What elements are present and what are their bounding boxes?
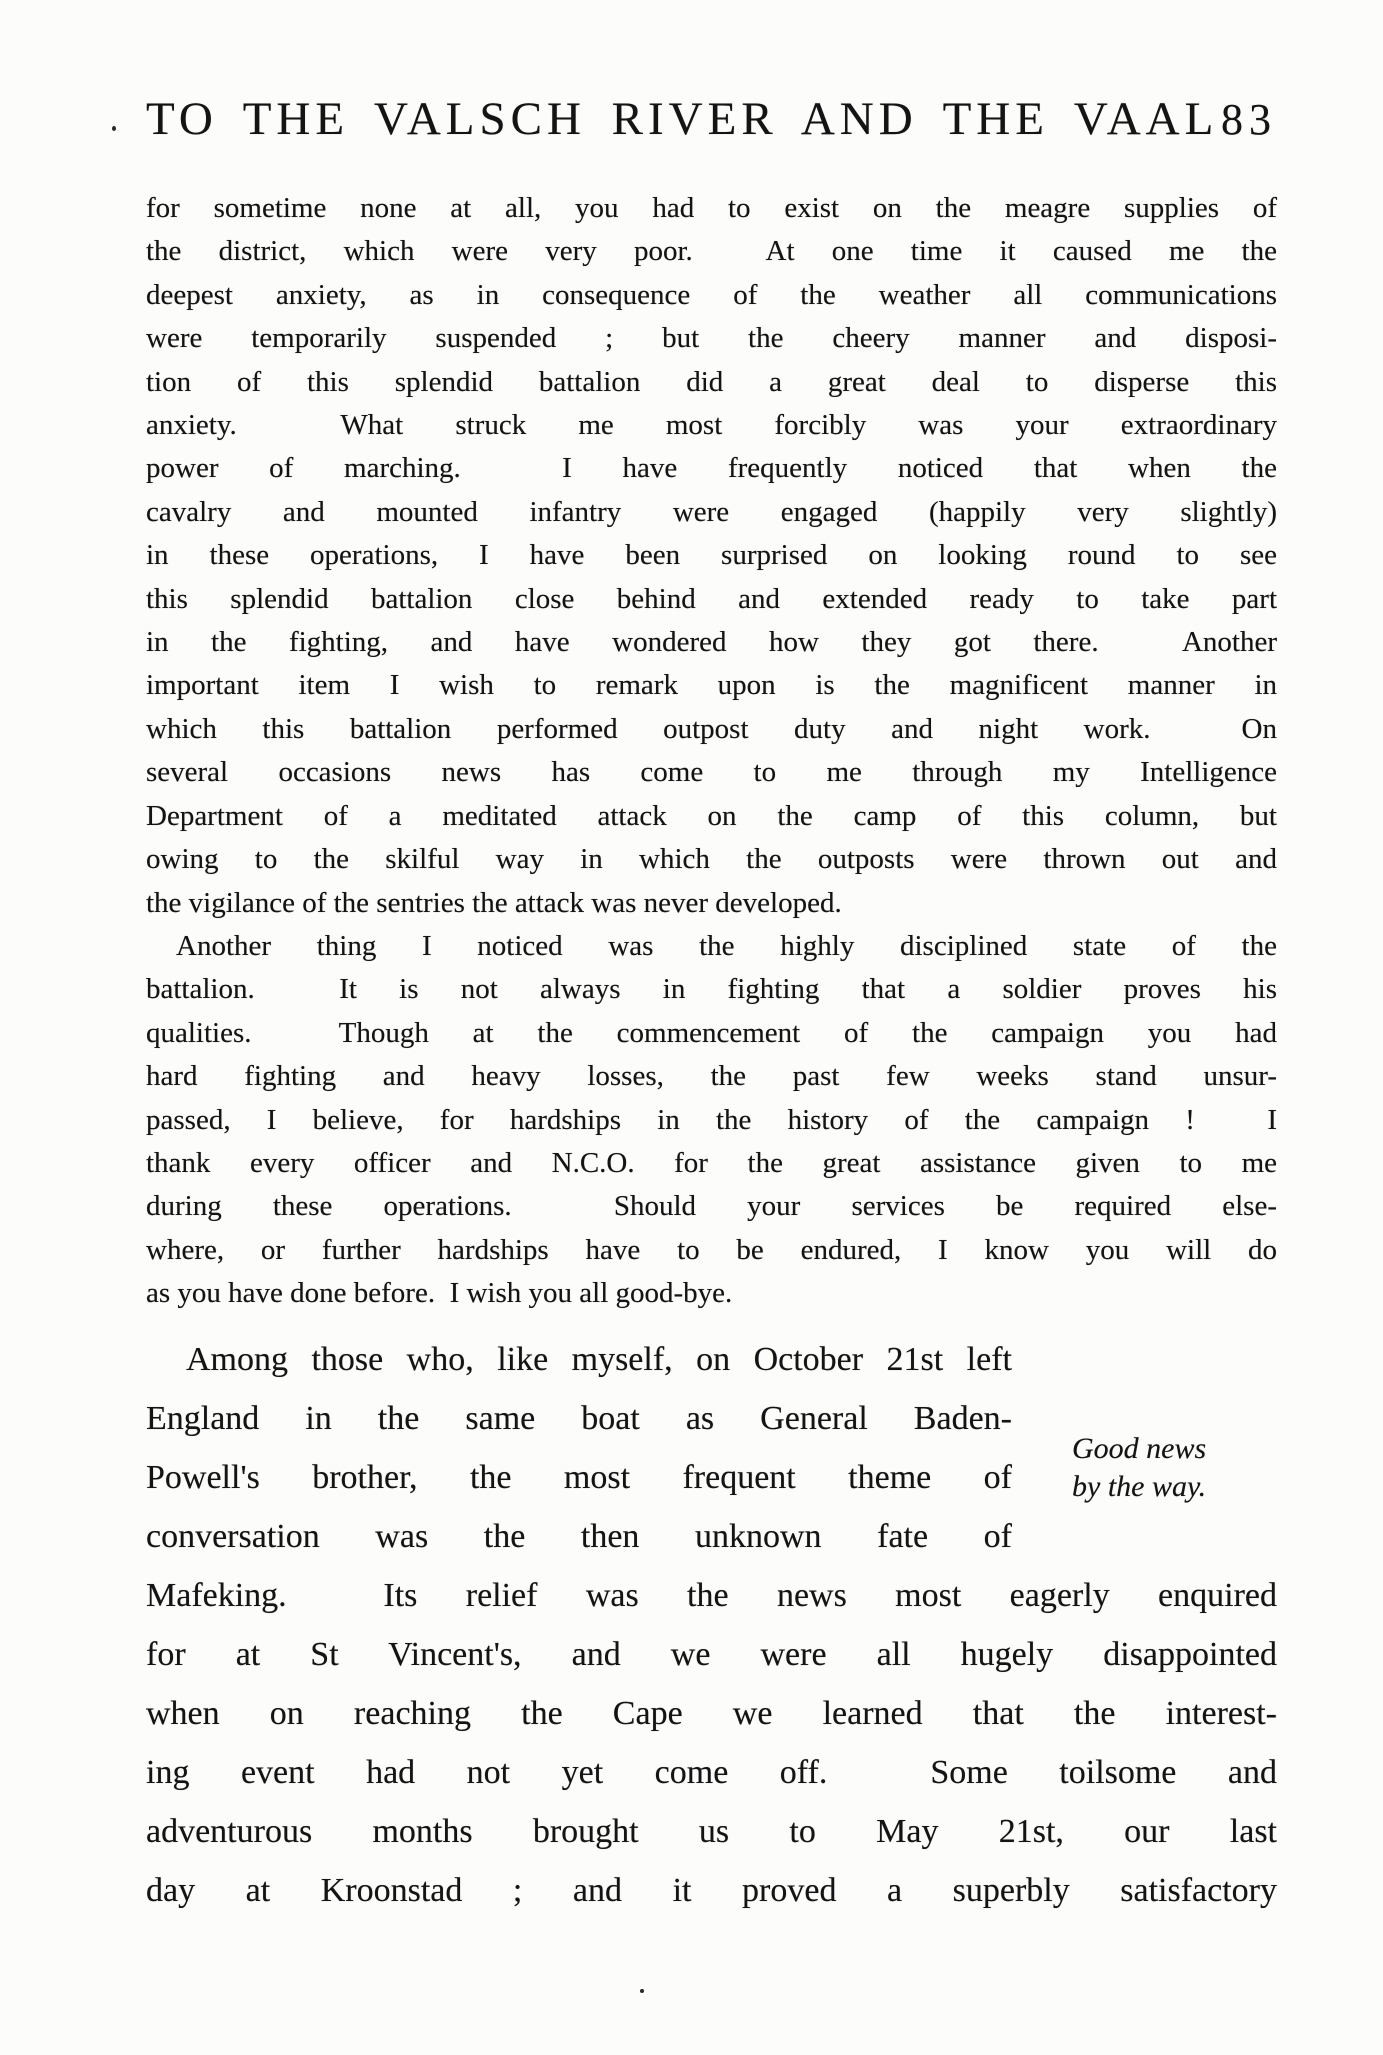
text-line: the district, which were very poor. At one time it caused me the	[146, 235, 1277, 268]
text-line: owing to the skilful way in which the outposts were thrown out and	[146, 843, 1277, 876]
text-line: deepest anxiety, as in consequence of the weather all communications	[146, 278, 1277, 311]
page-number: 83	[1221, 95, 1277, 144]
text-line: cavalry and mounted infantry were engaged (happily very slightly)	[146, 495, 1277, 528]
text-line: as you have done before. I wish you all good-bye.	[146, 1277, 733, 1310]
text-line: thank every officer and N.C.O. for the great assistance given to me	[146, 1146, 1277, 1179]
text-line: Department of a meditated attack on the camp of this column, but	[146, 799, 1277, 832]
text-line: for at St Vincent's, and we were all hugely disappointed	[146, 1635, 1277, 1673]
running-header	[146, 93, 1277, 145]
text-line: Among those who, like myself, on October 21st left	[186, 1340, 1012, 1378]
quote-paragraph-2	[146, 925, 1277, 1316]
body-paragraph	[146, 1330, 1277, 1920]
text-line: this splendid battalion close behind and extended ready to take part	[146, 582, 1277, 615]
text-line: which this battalion performed outpost duty and night work. On	[146, 712, 1277, 745]
text-line: conversation was the then unknown fate of	[146, 1517, 1012, 1555]
text-line: in these operations, I have been surprised on looking round to see	[146, 539, 1277, 572]
text-line: hard fighting and heavy losses, the past few weeks stand unsur-	[146, 1060, 1277, 1093]
text-line: day at Kroonstad ; and it proved a superbly satisfactory	[146, 1871, 1277, 1909]
text-line: Another thing I noticed was the highly disciplined state of the	[176, 929, 1277, 962]
text-line: adventurous months brought us to May 21st, our last	[146, 1812, 1277, 1850]
text-line: battalion. It is not always in fighting that a soldier proves his	[146, 973, 1277, 1006]
text-line: were temporarily suspended ; but the cheery manner and disposi-	[146, 322, 1277, 355]
quoted-letter	[146, 187, 1277, 1316]
text-line: when on reaching the Cape we learned that the interest-	[146, 1694, 1277, 1732]
text-line: Mafeking. Its relief was the news most eagerly enquired	[146, 1576, 1277, 1614]
text-line: power of marching. I have frequently noticed that when the	[146, 452, 1277, 485]
running-header-title: TO THE VALSCH RIVER AND THE VAAL	[146, 93, 1219, 145]
text-line: passed, I believe, for hardships in the history of the campaign ! I	[146, 1103, 1277, 1136]
text-line: the vigilance of the sentries the attack was never developed.	[146, 886, 842, 919]
text-line: in the fighting, and have wondered how they got there. Another	[146, 626, 1277, 659]
text-line: during these operations. Should your services be required else-	[146, 1190, 1277, 1223]
margin-note	[1012, 1330, 1277, 1545]
text-block	[146, 93, 1277, 1920]
text-line: Powell's brother, the most frequent theme of	[146, 1458, 1012, 1496]
margin-note-text	[1072, 1430, 1277, 1506]
quote-paragraph-1	[146, 187, 1277, 925]
margin-note-line: by the way.	[1072, 1469, 1207, 1503]
scan-speck	[640, 1989, 644, 1993]
text-line: ing event had not yet come off. Some toilsome and	[146, 1753, 1277, 1791]
text-line: qualities. Though at the commencement of the campaign you had	[146, 1016, 1277, 1049]
text-line: anxiety. What struck me most forcibly was your extraordinary	[146, 409, 1277, 442]
scan-speck	[112, 126, 116, 131]
margin-note-line: Good news	[1072, 1431, 1207, 1465]
text-line: where, or further hardships have to be endured, I know you will do	[146, 1233, 1277, 1266]
text-line: several occasions news has come to me through my Intelligence	[146, 756, 1277, 789]
text-line: for sometime none at all, you had to exist on the meagre supplies of	[146, 192, 1277, 224]
text-line: important item I wish to remark upon is the magnificent manner in	[146, 669, 1277, 702]
text-line: England in the same boat as General Baden-	[146, 1399, 1012, 1437]
text-line: tion of this splendid battalion did a great deal to disperse this	[146, 365, 1277, 398]
